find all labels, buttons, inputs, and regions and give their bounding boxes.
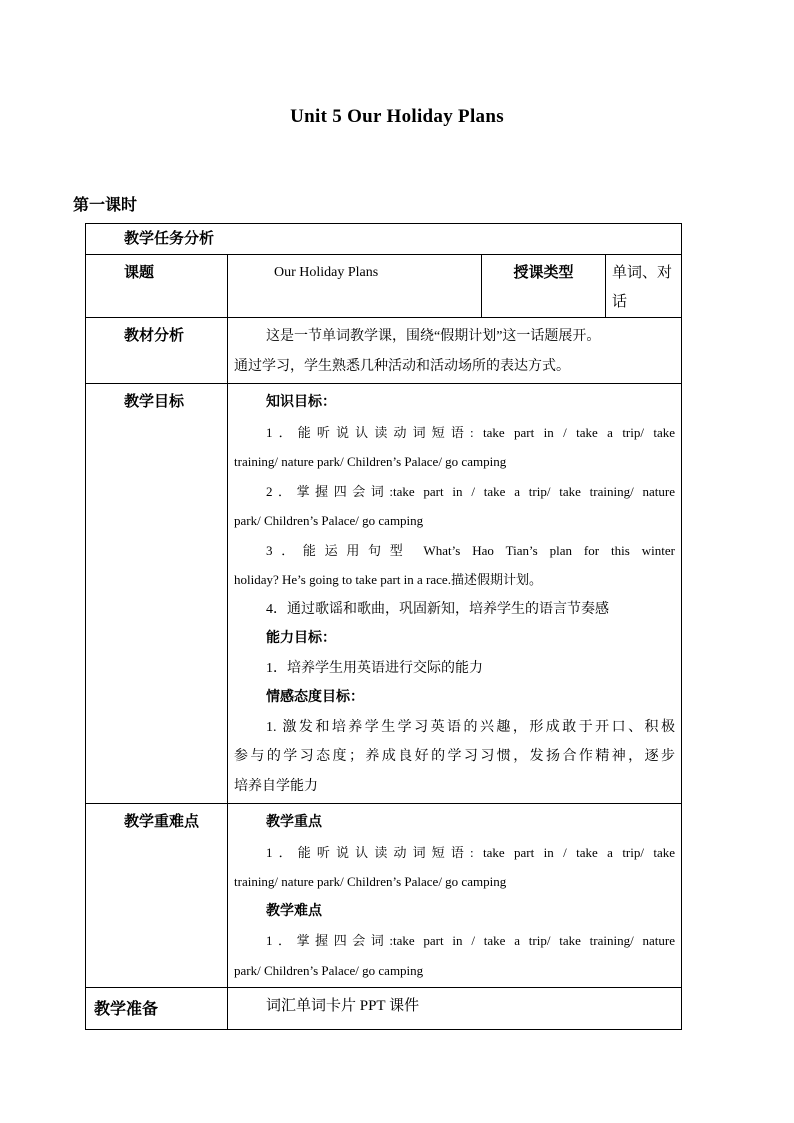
key-point-line-2: training/ nature park/ Children’s Palace/ go camping	[234, 874, 507, 889]
topic-row	[86, 255, 682, 318]
material-line-2: 通过学习，学生熟悉几种活动和活动场所的表达方式。	[234, 358, 570, 374]
emotion-goals-title: 情感态度目标：	[266, 690, 364, 705]
knowledge-goal-2-line-1: 2．掌握四会词:take part in / take a trip/ take training/ nature	[266, 483, 676, 499]
lesson-type-label: 授课类型	[482, 255, 606, 318]
difficult-point-line-2: park/ Children’s Palace/ go camping	[234, 962, 424, 978]
ability-goal-1: 1．培养学生用英语进行交际的能力	[266, 660, 483, 676]
preparation-row	[86, 988, 682, 1030]
document-title: Unit 5 Our Holiday Plans	[290, 106, 504, 127]
emotion-goal-line-2: 参与的学习态度；养成良好的学习习惯，发扬合作精神，逐步	[234, 749, 676, 764]
knowledge-goal-3-line-2: holiday? He’s going to take part in a race.描述假期计划。	[234, 572, 542, 587]
knowledge-goal-3-line-1: 3．能运用句型 What’s Hao Tian’s plan for this winter	[266, 542, 676, 558]
topic-label: 课题	[86, 255, 228, 318]
topic-value: Our Holiday Plans	[228, 255, 482, 318]
teaching-goals-label: 教学目标	[86, 384, 228, 804]
material-line-1: 这是一节单词教学课，围绕“假期计划”这一话题展开。	[266, 329, 601, 344]
ability-goals-title: 能力目标：	[266, 631, 336, 646]
knowledge-goal-4: 4．通过歌谣和歌曲，巩固新知，培养学生的语言节奏感	[266, 601, 609, 617]
difficult-points-title: 教学难点	[266, 903, 322, 919]
material-analysis-label: 教材分析	[86, 318, 228, 384]
knowledge-goal-2-line-2: park/ Children’s Palace/ go camping	[234, 513, 424, 528]
lesson-plan-table	[85, 223, 682, 1030]
teaching-goals-content	[228, 384, 682, 804]
knowledge-goal-1-line-2: training/ nature park/ Children’s Palace/ go camping	[234, 454, 507, 469]
lesson-period-heading: 第一课时	[73, 197, 138, 214]
key-difficult-points-content	[228, 804, 682, 988]
preparation-label: 教学准备	[86, 988, 228, 1030]
table-header: 教学任务分析	[86, 224, 682, 255]
table-header-row	[86, 224, 682, 255]
key-difficult-points-label: 教学重难点	[86, 804, 228, 988]
knowledge-goal-1-line-1: 1．能听说认读动词短语: take part in / take a trip/ take	[266, 424, 676, 440]
key-points-title: 教学重点	[266, 815, 322, 830]
key-point-line-1: 1．能听说认读动词短语: take part in / take a trip/ take	[266, 844, 676, 860]
material-row	[86, 318, 682, 384]
difficult-point-line-1: 1．掌握四会词:take part in / take a trip/ take training/ nature	[266, 933, 676, 948]
lesson-type-value: 单词、对话	[606, 255, 682, 318]
knowledge-goals-title: 知识目标：	[266, 395, 336, 410]
goals-row	[86, 384, 682, 804]
keypoints-row	[86, 804, 682, 988]
material-analysis-text	[228, 318, 682, 384]
preparation-value: 词汇单词卡片 PPT 课件	[228, 988, 682, 1030]
emotion-goal-line-1: 1. 激发和培养学生学习英语的兴趣，形成敢于开口、积极	[266, 719, 676, 735]
emotion-goal-line-3: 培养自学能力	[234, 778, 318, 794]
